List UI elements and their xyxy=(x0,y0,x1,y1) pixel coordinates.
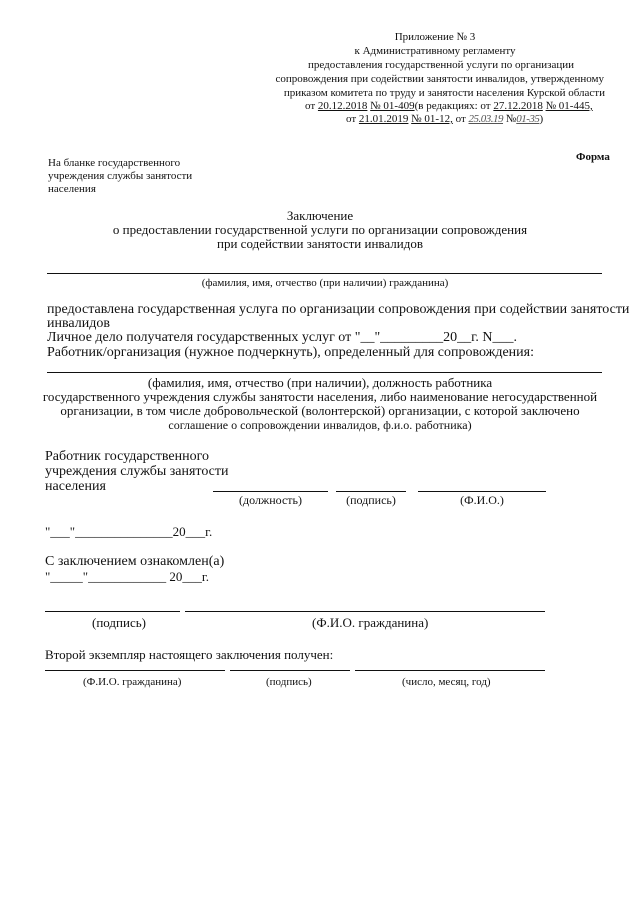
appendix-reference: к Административному регламенту xyxy=(354,45,516,57)
letterhead-note: На бланке государственного xyxy=(48,157,181,169)
signature-line xyxy=(336,491,406,492)
citizen-name-line xyxy=(47,273,602,274)
appendix-regulation-line: сопровождения при содействии занятости инвалидов, утвержденному xyxy=(275,73,604,85)
personal-file-text: Личное дело получателя государственных услуг от "__"_________20__г. N___. xyxy=(47,330,517,345)
acquainted-title: С заключением ознакомлен(а) xyxy=(45,554,225,569)
document-title: Заключение xyxy=(286,208,354,223)
signatory-label: Работник государственного xyxy=(45,449,210,464)
second-copy-date-caption: (число, месяц, год) xyxy=(402,676,491,688)
appendix-regulation-line: предоставления государственной услуги по организации xyxy=(307,59,575,71)
worker-line xyxy=(47,372,602,373)
letterhead-note: населения xyxy=(48,183,96,195)
appendix-number: Приложение № 3 xyxy=(394,31,476,43)
citizen-signature-line xyxy=(45,611,180,612)
second-copy-fio-line xyxy=(45,670,225,671)
second-copy-fio-caption: (Ф.И.О. гражданина) xyxy=(83,676,182,688)
fio-line xyxy=(418,491,546,492)
position-caption: (должность) xyxy=(239,493,302,507)
worker-caption: соглашение о сопровождении инвалидов, ф.и.о. работника) xyxy=(168,418,472,432)
second-copy-signature-line xyxy=(230,670,350,671)
signatory-label: учреждения службы занятости xyxy=(45,464,229,479)
appendix-edition-line: от 21.01.2019 № 01-12, от 25.03.19 №01-35) xyxy=(346,113,544,125)
document-subtitle: о предоставлении государственной услуги по организации сопровождения xyxy=(112,222,528,237)
fio-caption: (Ф.И.О.) xyxy=(460,493,504,507)
signature-caption: (подпись) xyxy=(346,493,396,507)
handwritten-number: 01-35 xyxy=(516,113,540,125)
appendix-edition-line: от 20.12.2018 № 01-409(в редакциях: от 27.12.2018 № 01-445, xyxy=(305,100,593,112)
citizen-signature-caption: (подпись) xyxy=(92,615,146,630)
second-copy-signature-caption: (подпись) xyxy=(266,676,312,688)
appendix-regulation-line: приказом комитета по труду и занятости населения Курской области xyxy=(283,87,605,99)
form-label: Форма xyxy=(576,151,610,163)
signatory-date: "___"_______________20___г. xyxy=(45,524,213,539)
second-copy-date-line xyxy=(355,670,545,671)
citizen-name-caption: (фамилия, имя, отчество (при наличии) гражданина) xyxy=(201,277,449,289)
signatory-label: населения xyxy=(45,479,106,494)
citizen-fio-caption: (Ф.И.О. гражданина) xyxy=(312,615,429,630)
worker-caption: государственного учреждения службы занятости населения, либо наименование негосударственной xyxy=(42,389,598,404)
acquainted-date: "_____"____________ 20___г. xyxy=(45,569,209,584)
service-provided-text: инвалидов xyxy=(47,316,110,331)
worker-organization-text: Работник/организация (нужное подчеркнуть), определенный для сопровождения: xyxy=(47,345,534,360)
service-provided-text: предоставлена государственная услуга по организации сопровождения при содействии занятости xyxy=(47,302,630,317)
handwritten-date: 25.03.19 xyxy=(468,113,504,125)
worker-caption: (фамилия, имя, отчество (при наличии), должность работника xyxy=(147,375,493,390)
position-line xyxy=(213,491,328,492)
citizen-fio-line xyxy=(185,611,545,612)
document-subtitle: при содействии занятости инвалидов xyxy=(217,236,423,251)
worker-caption: организации, в том числе добровольческой (волонтерской) организации, с которой заключено xyxy=(60,403,580,418)
second-copy-title: Второй экземпляр настоящего заключения получен: xyxy=(45,647,334,662)
letterhead-note: учреждения службы занятости xyxy=(48,170,193,182)
